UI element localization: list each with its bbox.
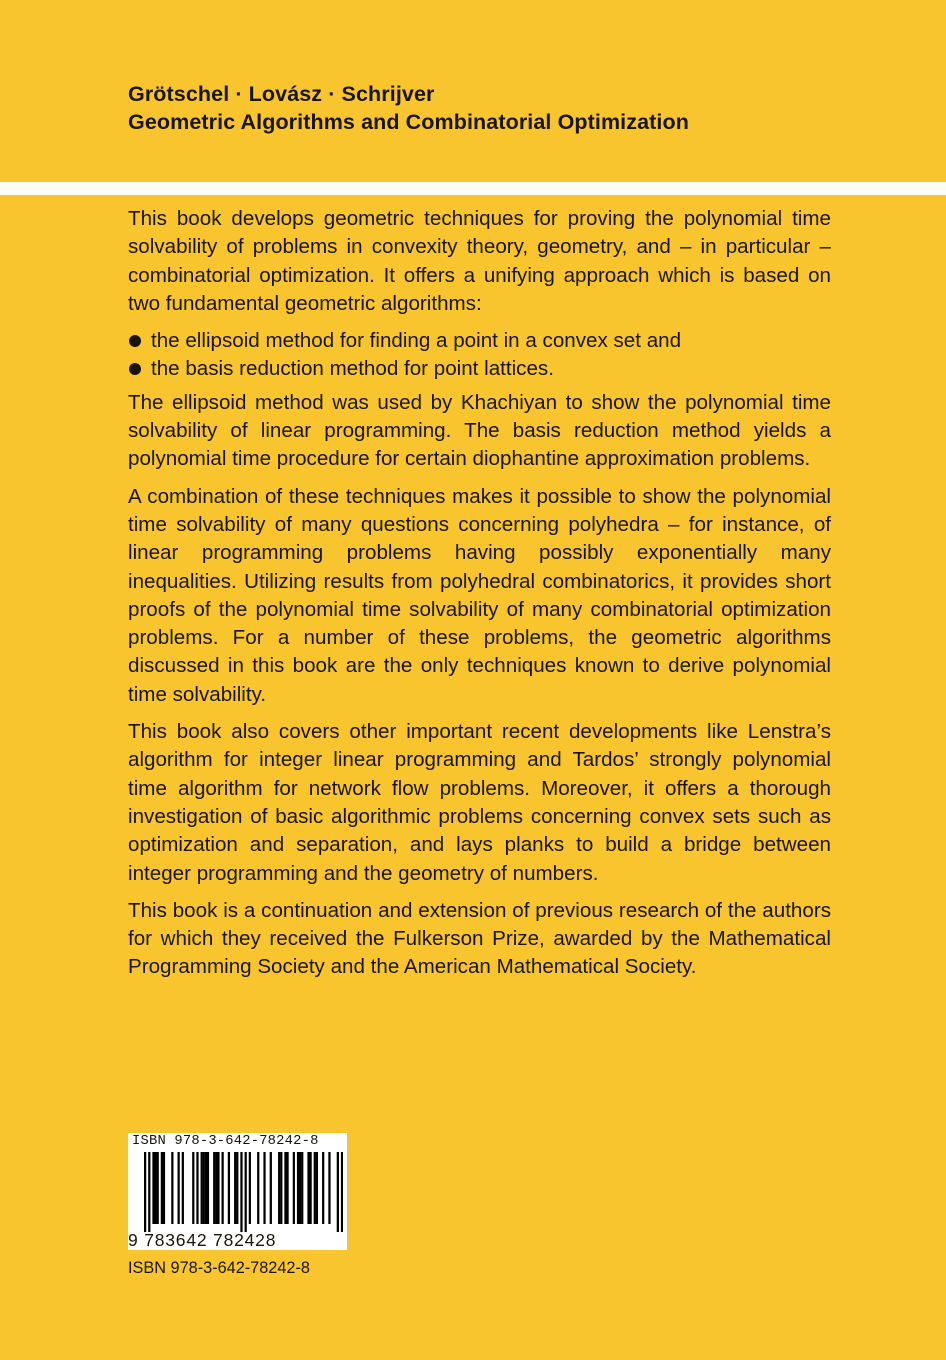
barcode-bar: [154, 1152, 156, 1224]
barcode-bar: [307, 1152, 309, 1224]
bullet-icon: [129, 335, 141, 347]
intro-paragraph: This book develops geometric techniques for proving the polynomial time solvability of problems in convexity theory, geometry, and – in particular – combinatorial optimization. It offers a unifying approach which is based on two fundamental geometric algorithms:: [128, 207, 831, 315]
barcode-digits: 9 783642 782428: [128, 1230, 277, 1250]
barcode-bar: [192, 1152, 194, 1224]
barcode-isbn-label: ISBN 978-3-642-78242-8: [132, 1134, 319, 1149]
barcode-bar: [328, 1152, 330, 1224]
paragraph-continuation: This book is a continuation and extension of previous research of the authors for which they received the Fulkerson Prize, awarded by the Mathematical Programming Society and the American Mathematical Society.: [128, 898, 831, 979]
barcode-bar: [201, 1152, 203, 1224]
barcode-bar: [278, 1152, 280, 1224]
barcode-bar: [245, 1152, 247, 1232]
barcode-bar: [240, 1152, 242, 1232]
paragraph-ellipsoid: The ellipsoid method was used by Khachiyan to show the polynomial time solvability of linear programming. The basis reduction method yields a polynomial time procedure for certain diophantine approximation problems.: [128, 390, 831, 471]
barcode-bar: [299, 1152, 301, 1224]
blurb: [128, 205, 831, 991]
barcode-bar: [263, 1152, 265, 1224]
barcode-bar: [196, 1152, 198, 1224]
isbn: ISBN 978-3-642-78242-8: [128, 1259, 310, 1277]
barcode-bar: [257, 1152, 259, 1224]
barcode-bar: [316, 1152, 318, 1224]
barcode-bars: [132, 1152, 343, 1232]
barcode-bar: [144, 1152, 146, 1232]
barcode-bar: [314, 1152, 316, 1224]
barcode-bar: [203, 1152, 205, 1224]
paragraph-combination: A combination of these techniques makes it possible to show the polynomial time solvability of many questions concerning polyhedra – for instance, of linear programming problems having possibly exponentially many inequalities. Utilizing results from polyhedral combinatorics, it provides short proofs of the polynomial time solvability of many combinatorial optimization problems. For a number of these problems, the geometric algorithms discussed in this book are the only techniques known to derive polynomial time solvability.: [128, 484, 831, 706]
cover-header: [128, 80, 888, 136]
barcode-bar: [249, 1152, 251, 1224]
barcode-bar: [297, 1152, 299, 1224]
bullet-item: [128, 355, 831, 383]
barcode-bar: [182, 1152, 184, 1224]
barcode-bar: [152, 1152, 154, 1224]
barcode-bar: [309, 1152, 311, 1224]
barcode-bar: [222, 1152, 224, 1224]
barcode-bar: [228, 1152, 230, 1224]
bullet-text: the basis reduction method for point lattices.: [151, 357, 554, 381]
barcode-bar: [286, 1152, 288, 1224]
barcode-bar: [293, 1152, 295, 1224]
barcode-bar: [205, 1152, 207, 1224]
barcode-bar: [322, 1152, 324, 1224]
barcode-bar: [207, 1152, 209, 1224]
barcode-bar: [161, 1152, 163, 1224]
barcode-bar: [337, 1152, 339, 1232]
bullet-list: [128, 327, 831, 384]
bullet-icon: [129, 363, 141, 375]
barcode-bar: [163, 1152, 165, 1224]
barcode-bar: [236, 1152, 238, 1224]
barcode-bar: [341, 1152, 343, 1232]
barcode-bar: [301, 1152, 303, 1224]
barcode-bar: [234, 1152, 236, 1224]
paragraph-coverage: This book also covers other important recent developments like Lenstra’s algorithm for integer linear programming and Tardos’ strongly polynomial time algorithm for network flow problems. Moreover, it offers a thorough investigation of basic algorithmic problems concerning convex sets such as optimization and separation, and lays planks to build a bridge between integer programming and the geometry of numbers.: [128, 720, 831, 885]
barcode-bar: [213, 1152, 215, 1224]
barcode-bar: [148, 1152, 150, 1232]
divider: [0, 182, 946, 195]
barcode: [128, 1133, 347, 1250]
bullet-item: [128, 327, 831, 355]
barcode-bar: [217, 1152, 219, 1224]
book-title: Geometric Algorithms and Combinatorial Optimization: [128, 110, 689, 134]
bullet-text: the ellipsoid method for finding a point in a convex set and: [151, 329, 682, 353]
barcode-bar: [284, 1152, 286, 1224]
barcode-bar: [157, 1152, 159, 1224]
barcode-bar: [215, 1152, 217, 1224]
barcode-bar: [178, 1152, 180, 1224]
barcode-bar: [270, 1152, 272, 1224]
barcode-bar: [280, 1152, 282, 1224]
barcode-bar: [171, 1152, 173, 1224]
authors: Grötschel · Lovász · Schrijver: [128, 82, 435, 106]
